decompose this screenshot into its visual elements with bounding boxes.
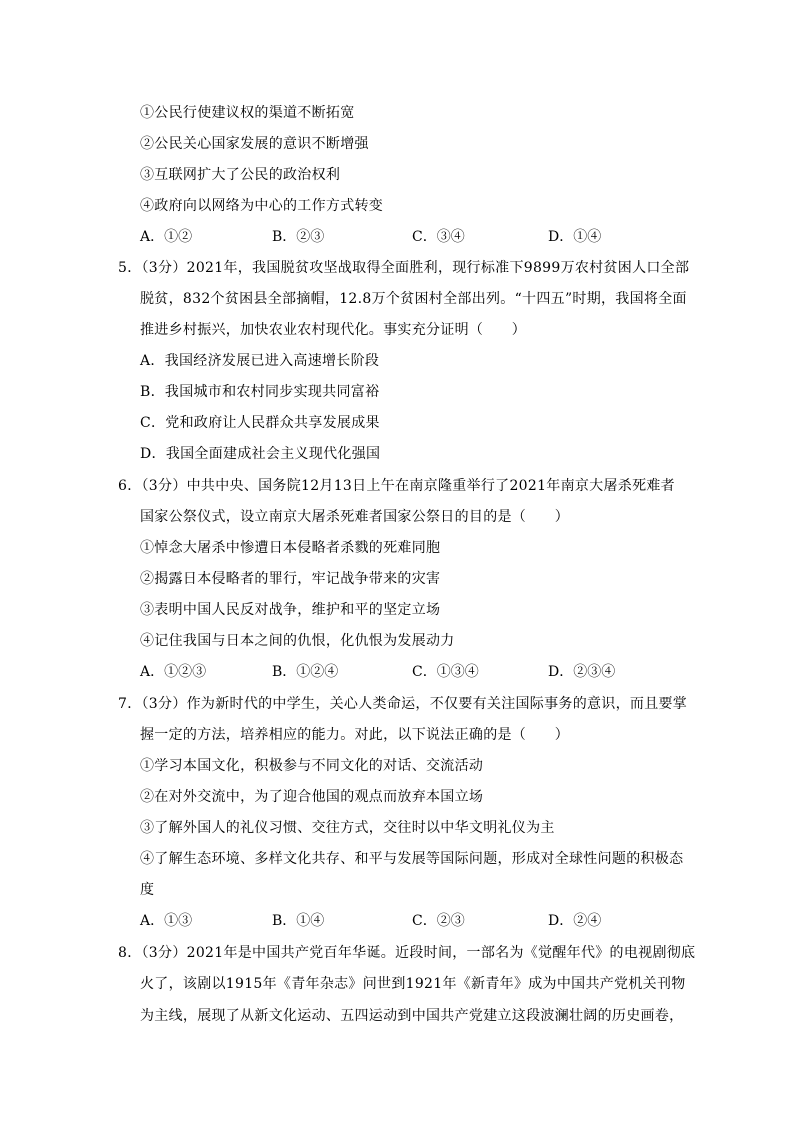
- q6-item-2: ②揭露日本侵略者的罪行，牢记战争带来的灾害: [140, 571, 441, 587]
- q7-item-4-continued: 度: [140, 882, 155, 898]
- q5-stem-line-1: 5．（3分）2021年，我国脱贫攻坚战取得全面胜利，现行标准下9899万农村贫困人口全部: [118, 260, 690, 276]
- q5-choice-d: D．我国全面建成社会主义现代化强国: [140, 446, 381, 462]
- q6-options: [140, 663, 660, 681]
- q7-stem-line-1: 7．（3分）作为新时代的中学生，关心人类命运，不仅要有关注国际事务的意识，而且要掌: [118, 696, 688, 712]
- q5-choice-b: B．我国城市和农村同步实现共同富裕: [140, 384, 380, 400]
- q7-option-b: B．①④: [272, 913, 325, 929]
- q6-item-3: ③表明中国人民反对战争，维护和平的坚定立场: [140, 602, 441, 618]
- q4-item-1: ①公民行使建议权的渠道不断拓宽: [140, 105, 355, 121]
- q4-option-a: A．①②: [140, 229, 193, 245]
- q4-option-c: C．③④: [412, 229, 465, 245]
- q6-option-a: A．①②③: [140, 664, 207, 680]
- q7-options: [140, 912, 660, 930]
- q7-item-2: ②在对外交流中，为了迎合他国的观点而放弃本国立场: [140, 789, 484, 805]
- q6-stem-line-2: 国家公祭仪式，设立南京大屠杀死难者国家公祭日的目的是（ ）: [140, 509, 569, 525]
- q5-choice-c: C．党和政府让人民群众共享发展成果: [140, 415, 380, 431]
- q8-stem-line-1: 8．（3分）2021年是中国共产党百年华诞。近段时间，一部名为《觉醒年代》的电视剧彻底: [118, 945, 696, 961]
- q6-stem-line-1: 6．（3分）中共中央、国务院12月13日上午在南京隆重举行了2021年南京大屠杀死难者: [118, 478, 675, 494]
- q7-option-c: C．②③: [412, 913, 465, 929]
- q7-stem-line-2: 握一定的方法，培养相应的能力。对此，以下说法正确的是（ ）: [140, 727, 569, 743]
- q4-option-b: B．②③: [272, 229, 325, 245]
- q6-item-1: ①悼念大屠杀中惨遭日本侵略者杀戮的死难同胞: [140, 540, 441, 556]
- q5-stem-line-2: 脱贫，832个贫困县全部摘帽，12.8万个贫困村全部出列。“十四五”时期，我国将全面: [140, 291, 687, 307]
- q4-item-3: ③互联网扩大了公民的政治权利: [140, 167, 341, 183]
- q8-stem-line-2: 火了，该剧以1915年《青年杂志》问世到1921年《新青年》成为中国共产党机关刊物: [140, 976, 686, 992]
- q5-stem-line-3: 推进乡村振兴，加快农业农村现代化。事实充分证明（ ）: [140, 322, 527, 338]
- q4-options: [140, 228, 660, 246]
- q7-item-4: ④了解生态环境、多样文化共存、和平与发展等国际问题，形成对全球性问题的积极态: [140, 851, 684, 867]
- q7-option-a: A．①③: [140, 913, 193, 929]
- q6-item-4: ④记住我国与日本之间的仇恨，化仇恨为发展动力: [140, 633, 455, 649]
- q7-item-1: ①学习本国文化，积极参与不同文化的对话、交流活动: [140, 758, 484, 774]
- q6-option-d: D．②③④: [548, 664, 616, 680]
- q7-item-3: ③了解外国人的礼仪习惯、交往方式，交往时以中华文明礼仪为主: [140, 820, 555, 836]
- q6-option-c: C．①③④: [412, 664, 479, 680]
- q4-item-4: ④政府向以网络为中心的工作方式转变: [140, 198, 384, 214]
- q5-choice-a: A．我国经济发展已进入高速增长阶段: [140, 353, 380, 369]
- q6-option-b: B．①②④: [272, 664, 339, 680]
- q4-option-d: D．①④: [548, 229, 602, 245]
- q4-item-2: ②公民关心国家发展的意识不断增强: [140, 136, 369, 152]
- q7-option-d: D．②④: [548, 913, 602, 929]
- q8-stem-line-3: 为主线，展现了从新文化运动、五四运动到中国共产党建立这段波澜壮阔的历史画卷，: [140, 1008, 684, 1024]
